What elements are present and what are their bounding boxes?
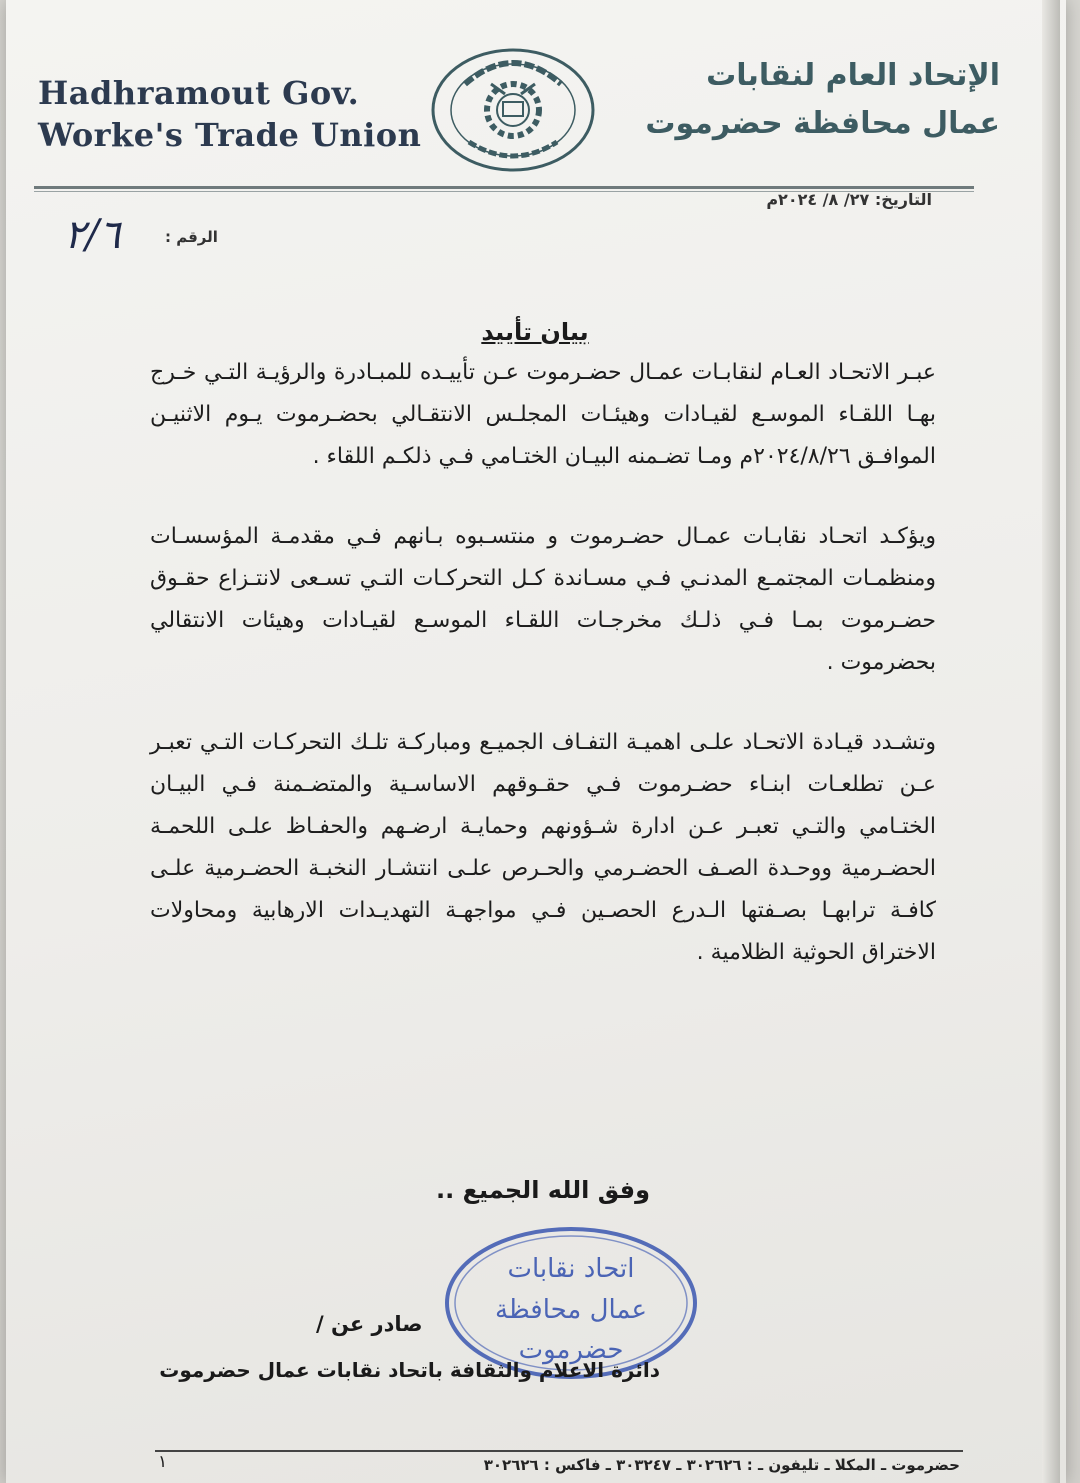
arabic-letterhead-line1: الإتحاد العام لنقابات [706, 58, 1000, 93]
page-number: ١ [158, 1452, 168, 1472]
document-number-handwritten: ٢/٦ [64, 212, 121, 258]
issued-by-label: صادر عن / [316, 1312, 423, 1336]
body-paragraph-1: عبـر الاتحـاد العـام لنقابـات عمـال حضـرموت عـن تأييـده للمبـادرة والرؤيـة التـي خـرج بهـا اللقـاء الموسـع لقيـادات وهيئـات المجلـس الانتقـالي بحضـرموت يـوم الاثنيـن الموافـق ٢٠٢٤/٨/٢٦م ومـا تضـمنه البيـان الختـامي فـي ذلكـم اللقاء . [150, 360, 936, 469]
document-body [150, 352, 936, 974]
stamp-line2: عمال محافظة [495, 1295, 647, 1325]
document-date: التاريخ: ٢٧/ ٨/ ٢٠٢٤م [766, 190, 932, 209]
body-paragraph-3: وتشـدد قيـادة الاتحـاد علـى اهميـة التفـاف الجميـع ومباركـة تلـك التحركـات التـي تعبـر عـن تطلعـات ابنـاء حضـرموت فـي حقـوقهم الاساسـية والمتضـمنة فـي البيـان الختـامي والتـي تعبـر عـن ادارة شـؤونهم وحمايـة ارضـهم والحفـاظ علـى اللحمـة الحضـرمية ووحـدة الصـف الحضـرمي والحـرص علـى انتشـار النخبـة الحضـرمية علـى كافـة ترابهـا بصـفتها الـدرع الحصـين فـي مواجهـة التهديـدات الارهابية ومحاولات الاختراق الحوثية الظلامية . [150, 730, 936, 965]
footer-contact: حضرموت ـ المكلا ـ تليفون ـ : ٣٠٢٦٢٦ ـ ٣٠٣٢٤٧ ـ فاكس : ٣٠٢٦٢٦ [483, 1456, 960, 1474]
english-letterhead [38, 72, 422, 156]
document-title: بيان تأييد [481, 318, 589, 346]
header-divider [34, 186, 974, 189]
stamp-line1: اتحاد نقابات [507, 1254, 635, 1284]
stamp-line3: حضرموت [518, 1335, 624, 1365]
arabic-letterhead-line2: عمال محافظة حضرموت [645, 106, 1000, 141]
arabic-letterhead [580, 52, 1000, 148]
body-paragraph-2: ويؤكـد اتحـاد نقابـات عمـال حضـرموت و منتسـبوه بـانهم فـي مقدمـة المؤسسـات ومنظمـات المجتمـع المدنـي فـي مسـاندة كـل التحركـات التـي تسـعى لانتـزاع حقـوق حضـرموت بمـا فـي ذلـك مخرجـات اللقـاء الموسـع لقيـادات وهيئات الانتقالي بحضرموت . [150, 524, 936, 675]
sheet-edge [1042, 0, 1060, 1483]
closing-line: وفق الله الجميع .. [436, 1176, 650, 1204]
union-logo-icon [425, 44, 601, 174]
english-letterhead-line1: Hadhramout Gov. [38, 74, 360, 112]
footer-divider [155, 1450, 963, 1452]
issued-by-department: دائرة الاعلام والثقافة باتحاد نقابات عمال حضرموت [159, 1358, 660, 1382]
english-letterhead-line2: Worke's Trade Union [38, 116, 422, 154]
document-number-label: الرقم : [165, 228, 218, 246]
